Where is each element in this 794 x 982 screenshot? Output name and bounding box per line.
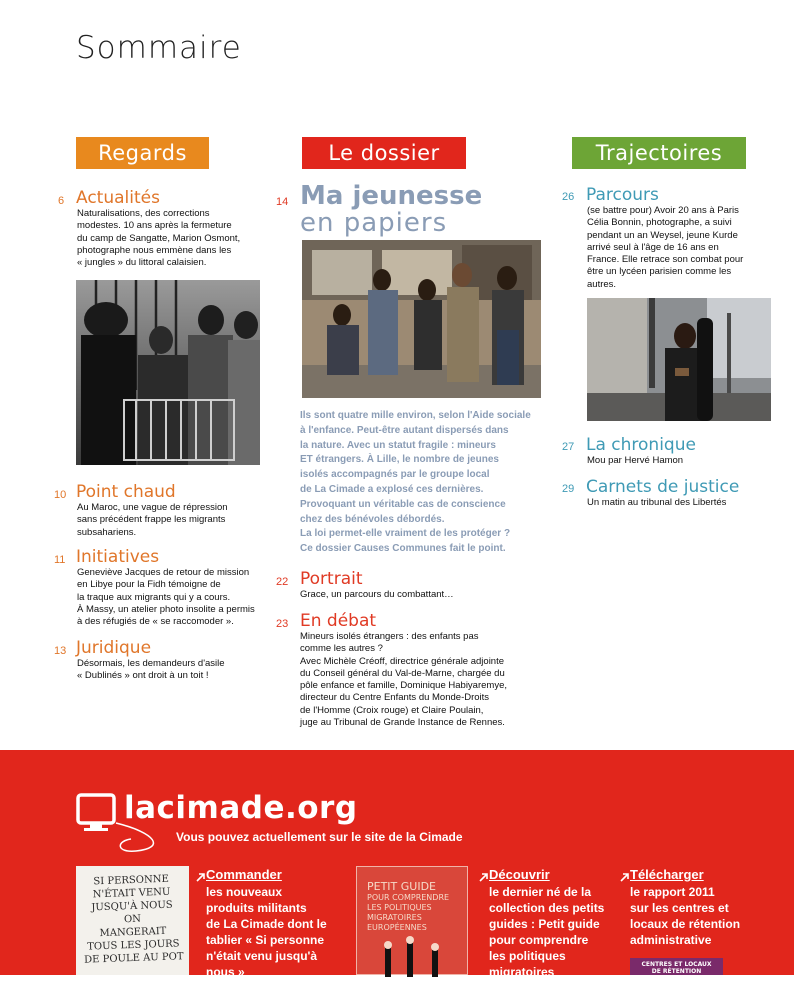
page-number: 10 <box>54 489 67 501</box>
decouvrir-link[interactable]: Découvrir <box>489 867 550 882</box>
page-number: 13 <box>54 645 67 657</box>
telecharger-link[interactable]: Télécharger <box>630 867 704 882</box>
item-description: Un matin au tribunal des Libertés <box>587 497 727 508</box>
decouvrir-description: le dernier né de la collection des petits guides : Petit guide pour comprendre les politiques migratoires <box>489 885 605 979</box>
trajectoires-header: Trajectoires <box>572 137 746 169</box>
decouvrir-arrow-icon <box>479 867 489 886</box>
page-number: 22 <box>276 576 289 588</box>
item-heading: Initiatives <box>76 547 160 567</box>
regards-header: Regards <box>76 137 209 169</box>
youth-group-photo <box>302 240 541 398</box>
page-number: 11 <box>54 554 66 566</box>
report-cover-image: CENTRES ET LOCAUX DE RÉTENTION ADMINISTRATIVE <box>630 958 723 975</box>
item-description: (se battre pour) Avoir 20 ans à Paris Célia Bonnin, photographe, a suivi pendant un an Weysel, jeune Kurde arrivé seul à l'âge de 16 ans en France. Elle retrace son combat pour être un lycéen parisien comme les autres. <box>587 205 744 290</box>
item-description: Grace, un parcours du combattant… <box>300 589 454 600</box>
item-heading: La chronique <box>586 435 696 455</box>
site-url[interactable]: lacimade.org <box>124 790 358 826</box>
page-number: 29 <box>562 483 575 495</box>
page-number: 14 <box>276 196 289 208</box>
feature-heading-line1: Ma jeunesse <box>300 181 483 211</box>
feature-heading-line2: en papiers <box>300 208 448 238</box>
migrants-photo <box>76 280 260 465</box>
commander-description: les nouveaux produits militants de La Cimade dont le tablier « Si personne n'était venu jusqu'à nous » <box>206 885 327 979</box>
item-description: Mou par Hervé Hamon <box>587 455 684 466</box>
item-description: Naturalisations, des corrections modestes. 10 ans après la fermeture du camp de Sangatte, Marion Osmont, photographe nous emmène dans les « jungles » du littoral calaisien. <box>77 208 241 269</box>
guide-cover-image: PETIT GUIDE POUR COMPRENDRE LES POLITIQUES MIGRATOIRES EUROPÉENNES <box>356 866 468 975</box>
item-description: Mineurs isolés étrangers : des enfants pas comme les autres ? Avec Michèle Créoff, directrice générale adjointe du Conseil général du Val-de-Marne, chargée du pôle enfance et famille, Dominique Habiyaremye, directeur du Centre Enfants du Monde-Droits de l'Homme (Croix rouge) et Claire Poulain, juge au Tribunal de Grande Instance de Rennes. <box>300 631 507 729</box>
page-number: 6 <box>58 195 65 207</box>
footer-banner <box>0 750 794 982</box>
item-description: Désormais, les demandeurs d'asile « Dublinés » ont droit à un toit ! <box>77 658 225 682</box>
commander-arrow-icon <box>196 867 206 886</box>
page-title: Sommaire <box>76 30 242 66</box>
telecharger-description: le rapport 2011 sur les centres et locaux de rétention administrative <box>630 885 741 947</box>
item-heading: Carnets de justice <box>586 477 740 497</box>
item-description: Au Maroc, une vague de répression sans précédent frappe les migrants subsahariens. <box>77 502 228 538</box>
item-heading: Juridique <box>76 638 152 658</box>
page-number: 26 <box>562 191 575 203</box>
item-heading: Point chaud <box>76 482 176 502</box>
apron-image: SI PERSONNE N'ÉTAIT VENU JUSQU'À NOUS ON MANGERAIT TOUS LES JOURS DE POULE AU POT <box>76 866 189 975</box>
dossier-header: Le dossier <box>302 137 466 169</box>
feature-summary: Ils sont quatre mille environ, selon l'Aide sociale à l'enfance. Peut-être autant dispersés dans la nature. Avec un statut fragile : mineurs ET étrangers. À Lille, le nombre de jeunes isolés accompagnés par le groupe local de La Cimade a explosé ces dernières. Provoquant un véritable cas de conscience chez des bénévoles débordés. La loi permet-elle vraiment de les protéger ? Ce dossier Causes Communes fait le point. <box>300 410 531 555</box>
item-heading: Portrait <box>300 569 363 589</box>
item-heading: Parcours <box>586 185 659 205</box>
item-heading: En débat <box>300 611 377 631</box>
guitarist-photo <box>587 298 771 421</box>
site-tagline: Vous pouvez actuellement sur le site de la Cimade <box>176 830 463 844</box>
item-heading: Actualités <box>76 188 160 208</box>
telecharger-arrow-icon <box>620 867 630 886</box>
commander-link[interactable]: Commander <box>206 867 282 882</box>
item-description: Geneviève Jacques de retour de mission en Libye pour la Fidh témoigne de la traque aux migrants qui y a cours. À Massy, un atelier photo insolite a permis à des réfugiés de « se raccomoder ». <box>77 567 255 628</box>
page-number: 23 <box>276 618 289 630</box>
page-number: 27 <box>562 441 575 453</box>
